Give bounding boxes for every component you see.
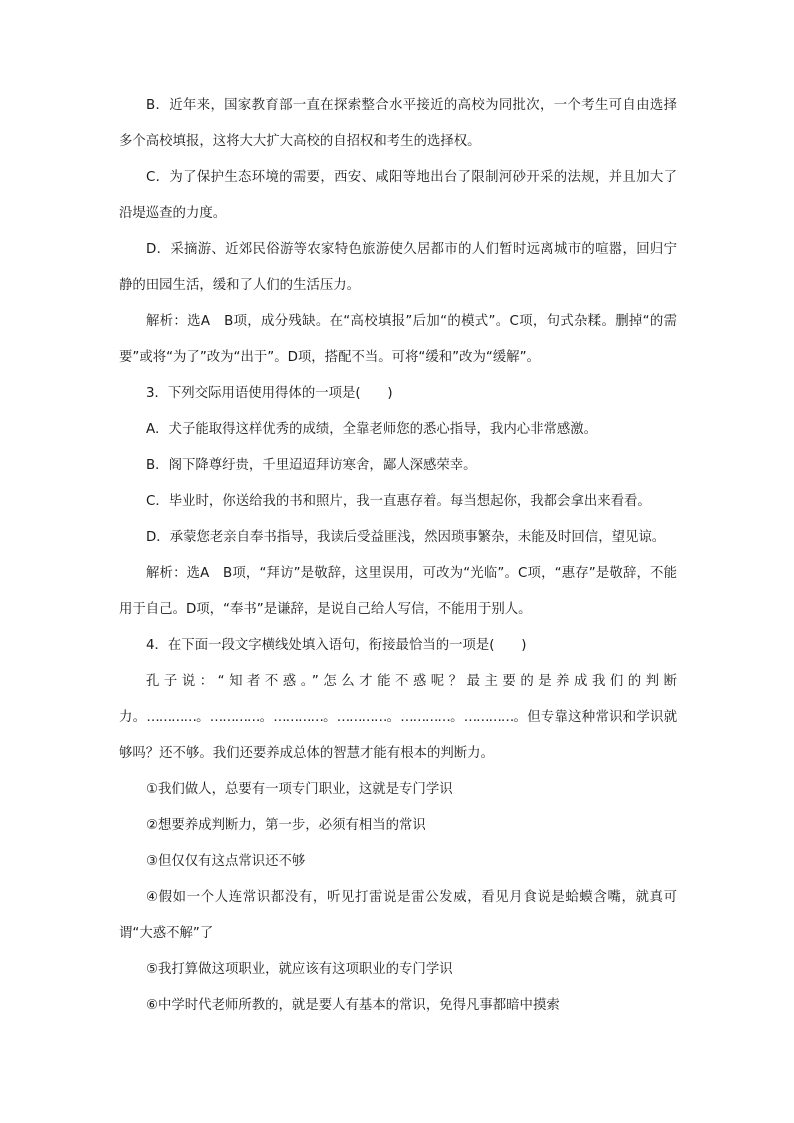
q4-stem: 4．在下面一段文字横线处填入语句，衔接最恰当的一项是( )	[146, 638, 527, 653]
q4-item-1: ①我们做人，总要有一项专门职业，这就是专门学识	[146, 782, 453, 797]
q4-item-6: ⑥中学时代老师所教的，就是要人有基本的常识，免得凡事都暗中摸索	[146, 998, 560, 1013]
q4-blank-5: …………	[400, 710, 450, 725]
q2-option-d: D．采摘游、近郊民俗游等农家特色旅游使久居都市的人们暂时远离城市的喧嚣，回归宁静的田园生活，缓和了人们的生活压力。	[119, 242, 677, 293]
q3-analysis: 解析：选A B项，“拜访”是敬辞，这里误用，可改为“光临”。C项，“惠存”是敬辞，不能用于自己。D项，“奉书”是谦辞，是说自己给人写信，不能用于别人。	[119, 566, 677, 617]
q4-blank-2: …………	[209, 710, 260, 725]
q4-sep-4: 。	[386, 710, 401, 725]
q4-passage-end: 。但专靠这种常识和学识就够吗？还不够。我们还要养成总体的智慧才能有根本的判断力。	[119, 710, 678, 761]
q4-blank-3: …………	[273, 710, 323, 725]
q4-blank-1: …………	[146, 710, 196, 725]
q3-option-a: A．犬子能取得这样优秀的成绩，全靠老师您的悉心指导，我内心非常感激。	[146, 422, 598, 437]
q3-option-d: D．承蒙您老亲自奉书指导，我读后受益匪浅，然因琐事繁杂，未能及时回信，望见谅。	[146, 530, 666, 545]
q3-stem: 3．下列交际用语使用得体的一项是( )	[146, 386, 393, 401]
q2-option-c: C．为了保护生态环境的需要，西安、咸阳等地出台了限制河砂开采的法规，并且加大了沿堤巡查的力度。	[119, 170, 677, 221]
document-page	[119, 88, 677, 1024]
q3-option-c: C．毕业时，你送给我的书和照片，我一直惠存着。每当想起你，我都会拿出来看看。	[146, 494, 651, 509]
q4-item-3: ③但仅仅有这点常识还不够	[146, 854, 306, 869]
q4-sep-3: 。	[322, 710, 337, 725]
q2-analysis: 解析：选A B项，成分残缺。在“高校填报”后加“的模式”。C项，句式杂糅。删掉“的需要”或将“为了”改为“出于”。D项，搭配不当。可将“缓和”改为“缓解”。	[119, 314, 677, 365]
q4-blank-6: …………	[463, 710, 514, 725]
q2-option-b: B．近年来，国家教育部一直在探索整合水平接近的高校为同批次，一个考生可自由选择多个高校填报，这将大大扩大高校的自招权和考生的选择权。	[119, 98, 677, 149]
q4-sep-2: 。	[259, 710, 274, 725]
q4-sep-1: 。	[195, 710, 210, 725]
q4-passage-start: 孔子说：“知者不惑。”怎么才能不惑呢？最主要的是养成我们的判断力。	[119, 674, 677, 725]
q4-blank-4: …………	[336, 710, 387, 725]
q4-item-2: ②想要养成判断力，第一步，必须有相当的常识	[146, 818, 426, 833]
q4-item-5: ⑤我打算做这项职业，就应该有这项职业的专门学识	[146, 962, 453, 977]
q4-passage	[119, 664, 677, 772]
q4-item-4: ④假如一个人连常识都没有，听见打雷说是雷公发威，看见月食说是蛤蟆含嘴，就真可谓“大惑不解”了	[119, 890, 677, 941]
q3-option-b: B．阁下降尊纡贵，千里迢迢拜访寒舍，鄙人深感荣幸。	[146, 458, 477, 473]
q4-sep-5: 。	[449, 710, 464, 725]
